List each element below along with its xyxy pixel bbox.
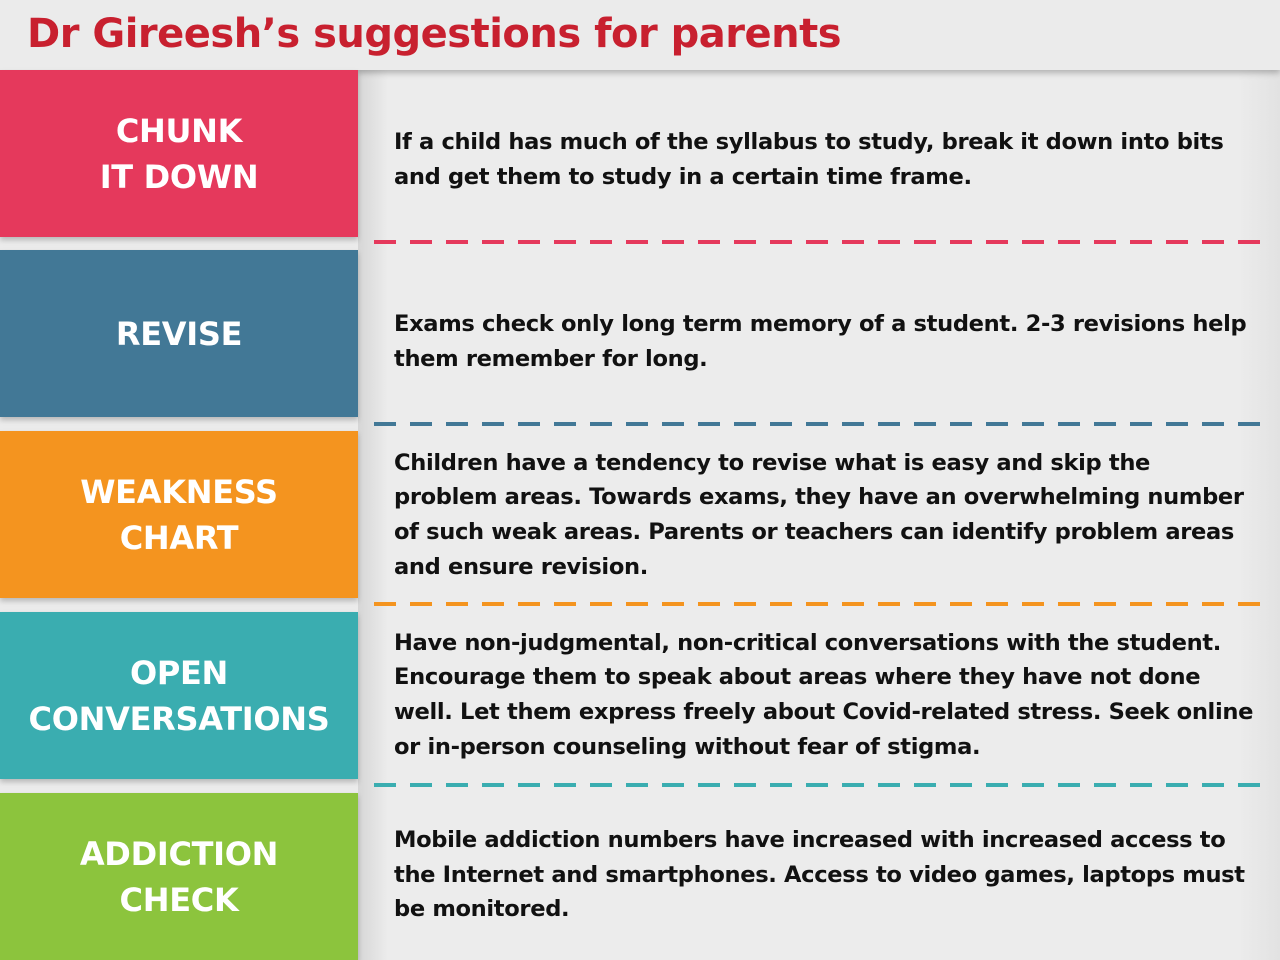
page-title: Dr Gireesh’s suggestions for parents bbox=[27, 11, 842, 57]
suggestion-description bbox=[394, 810, 1254, 940]
suggestion-label-box bbox=[0, 70, 358, 237]
dashed-divider bbox=[374, 240, 1274, 244]
dashed-divider bbox=[374, 422, 1274, 426]
suggestion-description bbox=[394, 282, 1254, 402]
dashed-divider bbox=[374, 602, 1274, 606]
suggestion-description bbox=[394, 100, 1254, 220]
suggestion-label: ADDICTION CHECK bbox=[79, 834, 279, 919]
suggestion-label: REVISE bbox=[115, 314, 243, 353]
suggestion-label-box bbox=[0, 612, 358, 779]
suggestion-label-box bbox=[0, 250, 358, 417]
suggestion-description bbox=[394, 445, 1254, 585]
suggestion-text: Have non-judgmental, non-critical conversations with the student. Encourage them to speak about areas where they have not done well. Let them express freely about Covid-related stress. Seek online or in-person counseling without fear of stigma. bbox=[394, 629, 1254, 760]
suggestion-text: If a child has much of the syllabus to study, break it down into bits and get them to study in a certain time frame. bbox=[394, 129, 1224, 190]
suggestion-label-box bbox=[0, 431, 358, 598]
page-header bbox=[0, 0, 1280, 70]
suggestion-label: CHUNK IT DOWN bbox=[99, 111, 259, 196]
suggestion-text: Mobile addiction numbers have increased with increased access to the Internet and smartphones. Access to video games, laptops must be monitored. bbox=[394, 826, 1245, 923]
suggestion-label: WEAKNESS CHART bbox=[80, 472, 278, 557]
suggestion-label: OPEN CONVERSATIONS bbox=[28, 653, 330, 738]
suggestion-text: Children have a tendency to revise what is easy and skip the problem areas. Towards exams, they have an overwhelming number of such weak areas. Parents or teachers can identify problem areas and ensure revision. bbox=[394, 449, 1244, 580]
suggestion-text: Exams check only long term memory of a student. 2-3 revisions help them remember for long. bbox=[394, 311, 1247, 372]
dashed-divider bbox=[374, 783, 1274, 787]
suggestion-description bbox=[394, 625, 1254, 765]
suggestion-label-box bbox=[0, 793, 358, 960]
